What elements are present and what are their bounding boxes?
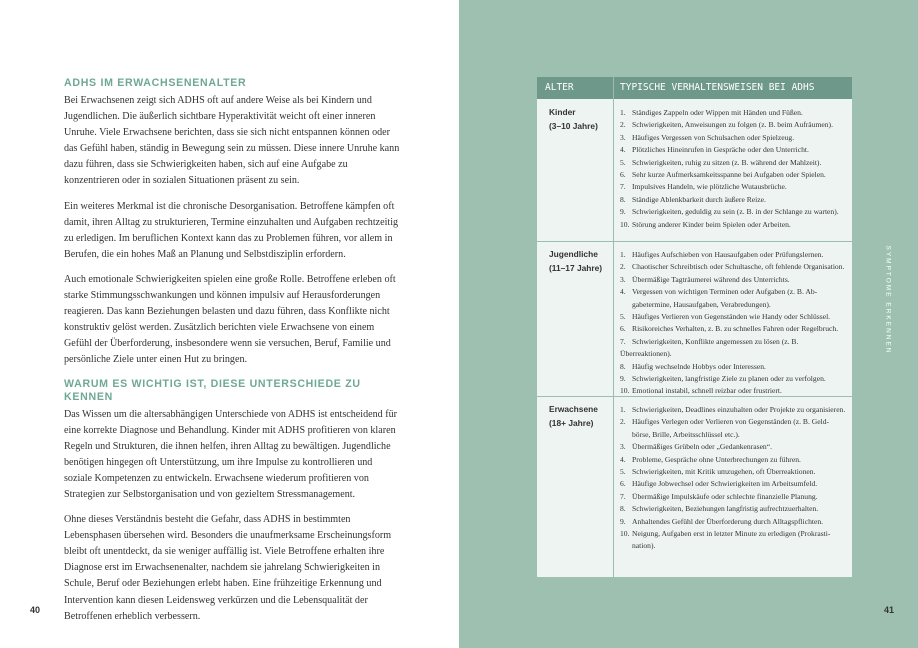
list-item: 10. Störung anderer Kinder beim Spielen oder Arbeiten. (620, 219, 791, 229)
list-item: 1. Häufiges Aufschieben von Hausaufgaben oder Prüfungslernen. (620, 250, 824, 259)
behavior-list-teenagers (620, 249, 848, 398)
list-item: 9. Anhaltendes Gefühl der Überforderung durch Alltagspflichten. (620, 516, 824, 526)
list-item: 8. Häufig wechselnde Hobbys oder Interessen. (620, 361, 766, 371)
row-label-teenagers (549, 247, 602, 275)
page-number-left: 40 (30, 605, 41, 615)
section-heading-adults: ADHS IM ERWACHSENENALTER (64, 77, 247, 89)
list-item: börse, Brille, Arbeitsschlüssel etc.). (632, 429, 740, 439)
behavior-list-children (620, 107, 848, 231)
list-item: 2. Schwierigkeiten, Anweisungen zu folgen (z. B. beim Aufräumen). (620, 120, 833, 130)
row-label-children (549, 105, 598, 133)
row-divider (537, 396, 852, 397)
list-item: 9. Schwierigkeiten, geduldig zu sein (z. B. in der Schlange zu warten). (620, 207, 839, 217)
list-item: 3. Übermäßige Tagträumerei während des Unterrichts. (620, 274, 790, 284)
list-item: 4. Plötzliches Hineinrufen in Gespräche oder den Unterricht. (620, 145, 809, 155)
list-item: 2. Chaotischer Schreibtisch oder Schultasche, oft fehlende Organisation. (620, 262, 845, 272)
row-label-title: Erwachsene (549, 404, 598, 414)
table-header-behaviors: TYPISCHE VERHALTENSWEISEN BEI ADHS (620, 82, 815, 93)
list-item: 10. Emotional instabil, schnell reizbar oder frustriert. (620, 386, 782, 396)
list-item: 6. Risikoreiches Verhalten, z. B. zu schnelles Fahren oder Regelbruch. (620, 324, 839, 334)
list-item: 6. Häufige Jobwechsel oder Schwierigkeiten im Arbeitsumfeld. (620, 479, 818, 489)
behavior-list-adults (620, 404, 848, 553)
list-item: 8. Ständige Ablenkbarkeit durch äußere Reize. (620, 194, 766, 204)
list-item: 10. Neigung, Aufgaben erst in letzter Minute zu erledigen (Prokrasti- (620, 529, 831, 539)
left-page-content (64, 77, 400, 634)
list-item: 3. Übermäßiges Grübeln oder „Gedankenrasen“. (620, 442, 773, 452)
list-item: 1. Schwierigkeiten, Deadlines einzuhalten oder Projekte zu organisieren. (620, 405, 846, 414)
paragraph: Ohne dieses Verständnis besteht die Gefahr, dass ADHS in bestimmten Lebensphasen übersehen wird. Besonders die unaufmerksame Erscheinungsform bleibt oft unentdeckt, da sie weniger auffällig ist. Viele Betroffene erhalten ihre Diagnose erst im Erwachsenenalter, nachdem sie jahrelang Schwierigkeiten in Schule, Beruf oder Beziehungen erlebt haben. Eine frühzeitige Erkennung und Intervention kann diesen Leidensweg verkürzen und die Lebensqualität der Betroffenen erheblich verbessern. (64, 514, 392, 622)
paragraph: Auch emotionale Schwierigkeiten spielen eine große Rolle. Betroffene erleben oft starke Stimmungsschwankungen und können impulsiv auf Herausforderungen reagieren. Das kann Beziehungen belasten und dazu führen, dass Konflikte nicht konstruktiv gelöst werden. Zusätzlich berichten viele Erwachsene von einem Gefühl der Überforderung, insbesondere wenn sie versuchen, Beruf, Familie und persönliche Ziele unter einen Hut zu bringen. (64, 273, 396, 366)
table-header-age: ALTER (545, 82, 574, 93)
paragraph: Ein weiteres Merkmal ist die chronische Desorganisation. Betroffene kämpfen oft damit, ihren Alltag zu strukturieren, Termine einzuhalten und Aufgaben rechtzeitig zu erledigen. Im beruflichen Kontext kann das zu Problemen führen, vor allem in Berufen, die ein hohes Maß an Planung und Selbstdisziplin erfordern. (64, 200, 399, 260)
paragraph: Das Wissen um die altersabhängigen Unterschiede von ADHS ist entscheidend für eine korrekte Diagnose und Behandlung. Kinder mit ADHS profitieren von klaren Regeln und Strukturen, die ihnen helfen, ihren Alltag zu bewältigen. Jugendliche benötigen hingegen oft Unterstützung, um ihre Impulse zu kontrollieren und soziale Kompetenzen zu entwickeln. Erwachsene wiederum profitieren von Strategien zur Selbstorganisation und von gezieltem Stressmanagement. (64, 408, 397, 500)
list-item: 5. Schwierigkeiten, ruhig zu sitzen (z. B. während der Mahlzeit). (620, 157, 822, 167)
list-item: 4. Vergessen von wichtigen Terminen oder Aufgaben (z. B. Ab- (620, 287, 818, 297)
list-item: 1. Ständiges Zappeln oder Wippen mit Händen und Füßen. (620, 108, 803, 117)
row-label-adults (549, 402, 598, 430)
section-heading-why-important: WARUM ES WICHTIG IST, DIESE UNTERSCHIEDE ZU KENNEN (64, 377, 361, 403)
table-header (537, 77, 852, 99)
list-item: 4. Probleme, Gespräche ohne Unterbrechungen zu führen. (620, 454, 801, 464)
list-item: 7. Schwierigkeiten, Konflikte angemessen zu lösen (z. B. Überreaktionen). (620, 336, 799, 359)
list-item: 5. Häufiges Verlieren von Gegenständen wie Handy oder Schlüssel. (620, 312, 831, 322)
list-item: 6. Sehr kurze Aufmerksamkeitsspanne bei Aufgaben oder Spielen. (620, 170, 826, 180)
row-label-title: Kinder (549, 107, 576, 117)
list-item: nation). (632, 541, 656, 551)
row-divider (537, 241, 852, 242)
list-item: 9. Schwierigkeiten, langfristige Ziele zu planen oder zu verfolgen. (620, 374, 826, 384)
chapter-side-label: SYMPTOME ERKENNEN (884, 245, 892, 355)
paragraph: Bei Erwachsenen zeigt sich ADHS oft auf andere Weise als bei Kindern und Jugendlichen. Die äußerlich sichtbare Hyperaktivität weicht oft einer inneren Unruhe. Viele Erwachsene berichten, dass sie sich nicht entspannen können oder das Gefühl haben, ständig in Bewegung sein zu müssen. Diese innere Unruhe kann dazu führen, dass sie Schwierigkeiten haben, sich auf eine Aufgabe zu konzentrieren oder in sozialen Situationen präsent zu sein. (64, 95, 400, 187)
list-item: 8. Schwierigkeiten, Beziehungen langfristig aufrechtzuerhalten. (620, 504, 819, 514)
row-label-age-range: (3–10 Jahre) (549, 121, 598, 131)
list-item: 7. Übermäßige Impulskäufe oder schlechte finanzielle Planung. (620, 491, 818, 501)
list-item: 7. Impulsives Handeln, wie plötzliche Wutausbrüche. (620, 182, 787, 192)
list-item: gabetermine, Hausaufgaben, Verabredungen). (632, 299, 771, 309)
list-item: 2. Häufiges Verlegen oder Verlieren von Gegenständen (z. B. Geld- (620, 417, 830, 427)
column-divider (613, 77, 614, 577)
list-item: 3. Häufiges Vergessen von Schulsachen oder Spielzeug. (620, 132, 795, 142)
list-item: 5. Schwierigkeiten, mit Kritik umzugehen, oft Überreaktionen. (620, 467, 816, 477)
row-label-age-range: (18+ Jahre) (549, 418, 594, 428)
page-number-right: 41 (883, 605, 894, 615)
row-label-title: Jugendliche (549, 249, 598, 259)
row-label-age-range: (11–17 Jahre) (549, 263, 603, 273)
adhd-behavior-table (537, 77, 852, 577)
